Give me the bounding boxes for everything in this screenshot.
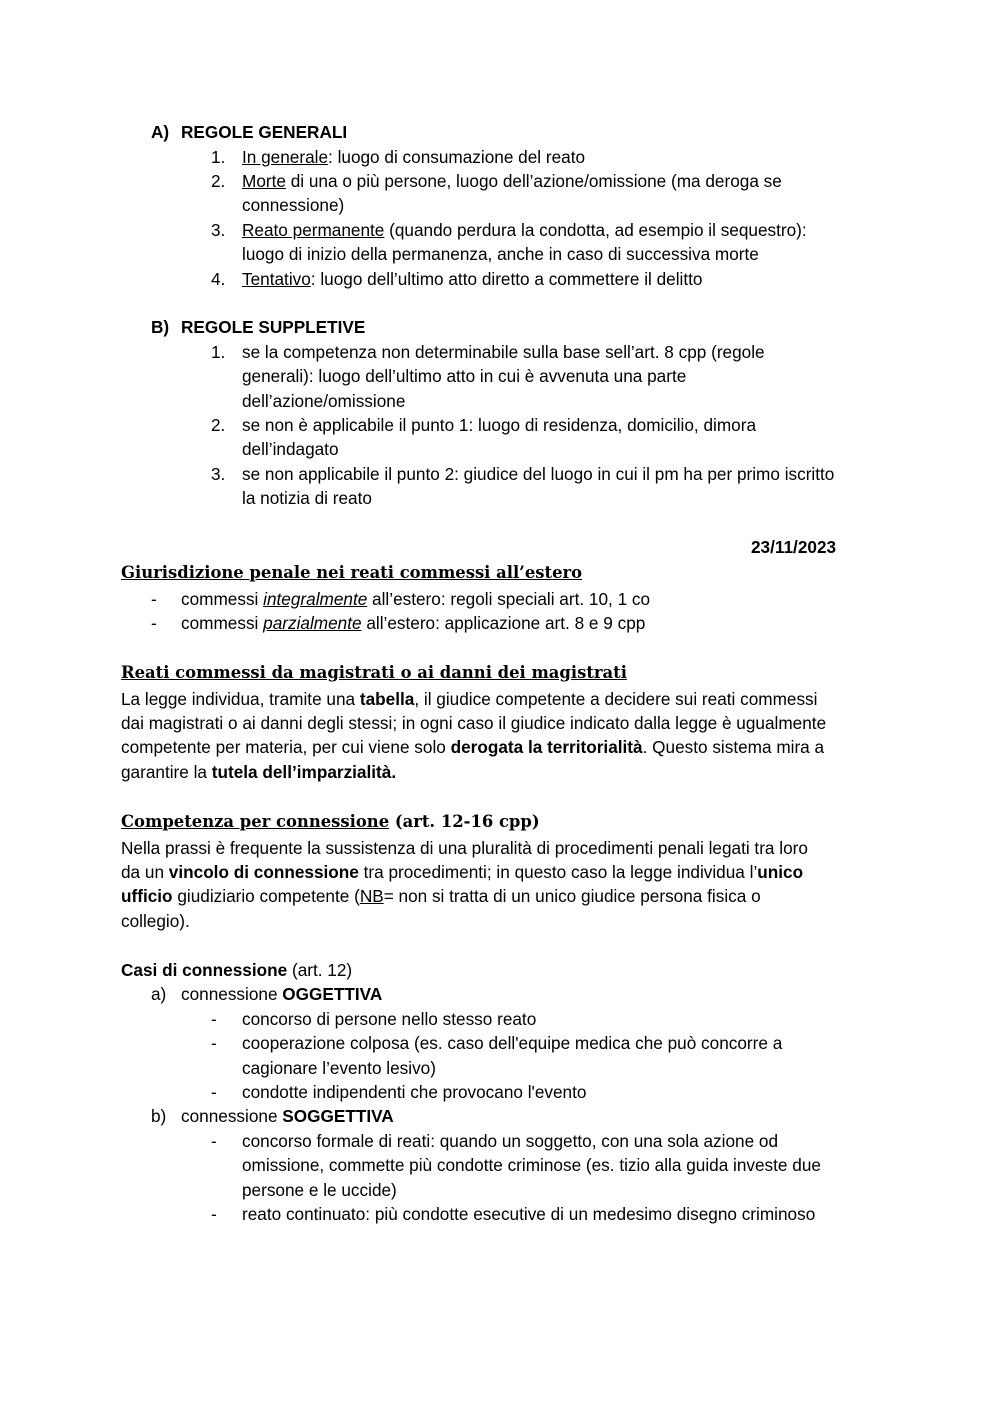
section-a-title: REGOLE GENERALI xyxy=(181,122,348,142)
list-item-continuation: cagionare l’evento lesivo) xyxy=(242,1058,436,1078)
paragraph-line: collegio). xyxy=(121,911,190,931)
list-item: se la competenza non determinabile sulla base sell’art. 8 cpp (regole xyxy=(242,342,765,362)
dash-bullet: - xyxy=(211,1082,217,1102)
list-item: condotte indipendenti che provocano l'evento xyxy=(242,1082,587,1102)
list-item: cooperazione colposa (es. caso dell'equipe medica che può concorre a xyxy=(242,1033,783,1053)
list-item-continuation: generali): luogo dell’ultimo atto in cui è avvenuta una parte xyxy=(242,366,687,386)
list-item-continuation: dell’indagato xyxy=(242,439,339,459)
list-item-continuation: omissione, commette più condotte criminose (es. tizio alla guida investe due xyxy=(242,1155,821,1175)
list-number: 3. xyxy=(211,464,226,484)
paragraph-line: dai magistrati o ai danni degli stessi; in ogni caso il giudice indicato dalla legge è ugualmente xyxy=(121,713,827,733)
heading-giurisdizione: Giurisdizione penale nei reati commessi all’estero xyxy=(121,563,583,582)
paragraph-line: Nella prassi è frequente la sussistenza di una pluralità di procedimenti penali legati tra loro xyxy=(121,838,808,858)
list-item-continuation: connessione) xyxy=(242,195,345,215)
list-item: In generale: luogo di consumazione del reato xyxy=(242,147,586,167)
dash-bullet: - xyxy=(151,613,157,633)
section-b-title: REGOLE SUPPLETIVE xyxy=(181,317,366,337)
date-label: 23/11/2023 xyxy=(751,537,837,557)
list-item: commessi parzialmente all’estero: applicazione art. 8 e 9 cpp xyxy=(181,613,646,633)
list-item: reato continuato: più condotte esecutive di un medesimo disegno criminoso xyxy=(242,1204,816,1224)
paragraph-line: ufficio giudiziario competente (NB= non si tratta di un unico giudice persona fisica o xyxy=(121,886,761,906)
section-b-marker: B) xyxy=(151,317,170,337)
heading-connessione: Competenza per connessione (art. 12-16 cpp) xyxy=(121,812,540,831)
list-item: connessione SOGGETTIVA xyxy=(181,1106,394,1126)
list-item: commessi integralmente all’estero: regoli speciali art. 10, 1 co xyxy=(181,589,651,609)
list-item: concorso di persone nello stesso reato xyxy=(242,1009,537,1029)
paragraph-line: La legge individua, tramite una tabella, il giudice competente a decidere sui reati commessi xyxy=(121,689,818,709)
paragraph-line: competente per materia, per cui viene solo derogata la territorialità. Questo sistema mira a xyxy=(121,737,825,757)
list-number: 1. xyxy=(211,147,226,167)
dash-bullet: - xyxy=(211,1204,217,1224)
list-number: 4. xyxy=(211,269,226,289)
heading-magistrati: Reati commessi da magistrati o ai danni dei magistrati xyxy=(121,663,627,682)
heading-casi: Casi di connessione (art. 12) xyxy=(121,960,353,980)
list-item: Tentativo: luogo dell’ultimo atto diretto a commettere il delitto xyxy=(242,269,703,289)
list-item-continuation: dell’azione/omissione xyxy=(242,391,406,411)
list-number: 1. xyxy=(211,342,226,362)
dash-bullet: - xyxy=(211,1131,217,1151)
list-item-continuation: luogo di inizio della permanenza, anche in caso di successiva morte xyxy=(242,244,759,264)
dash-bullet: - xyxy=(211,1009,217,1029)
dash-bullet: - xyxy=(151,589,157,609)
list-marker: a) xyxy=(151,984,167,1004)
dash-bullet: - xyxy=(211,1033,217,1053)
list-number: 2. xyxy=(211,415,226,435)
list-marker: b) xyxy=(151,1106,167,1126)
list-item: se non applicabile il punto 2: giudice del luogo in cui il pm ha per primo iscritto xyxy=(242,464,835,484)
paragraph-line: da un vincolo di connessione tra procedimenti; in questo caso la legge individua l’unico xyxy=(121,862,804,882)
list-number: 3. xyxy=(211,220,226,240)
list-item: Morte di una o più persone, luogo dell’azione/omissione (ma deroga se xyxy=(242,171,782,191)
list-item: concorso formale di reati: quando un soggetto, con una sola azione od xyxy=(242,1131,779,1151)
paragraph-line: garantire la tutela dell’imparzialità. xyxy=(121,762,397,782)
list-item: connessione OGGETTIVA xyxy=(181,984,383,1004)
section-a-marker: A) xyxy=(151,122,170,142)
list-item: Reato permanente (quando perdura la condotta, ad esempio il sequestro): xyxy=(242,220,807,240)
list-item-continuation: la notizia di reato xyxy=(242,488,372,508)
list-number: 2. xyxy=(211,171,226,191)
list-item-continuation: persone e le uccide) xyxy=(242,1180,397,1200)
list-item: se non è applicabile il punto 1: luogo di residenza, domicilio, dimora xyxy=(242,415,757,435)
